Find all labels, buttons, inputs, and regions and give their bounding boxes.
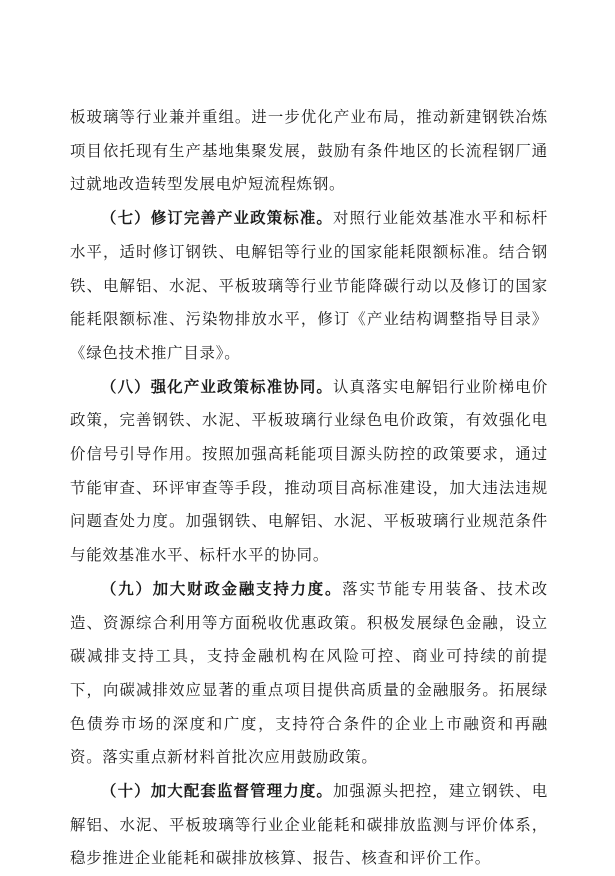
section-heading: （九）加大财政金融支持力度。 xyxy=(101,579,343,598)
paragraph-text: 板玻璃等行业兼并重组。进一步优化产业布局，推动新建钢铁冶炼项目依托现有生产基地集聚发展，鼓励有条件地区的长流程钢厂通过就地改造转型发展电炉短流程炼钢。 xyxy=(70,108,548,194)
paragraph-text: 对照行业能效基准水平和标杆水平，适时修订钢铁、电解铝等行业的国家能耗限额标准。结合钢铁、电解铝、水泥、平板玻璃等行业节能降碳行动以及修订的国家能耗限额标准、污染物排放水平，修订《产业结构调整指导目录》《绿色技术推广目录》。 xyxy=(70,209,549,362)
paragraph-continuation xyxy=(70,101,548,202)
paragraph-text: 加强源头把控，建立钢铁、电解铝、水泥、平板玻璃等行业企业能耗和碳排放监测与评价体系，稳步推进企业能耗和碳排放核算、报告、核查和评价工作。 xyxy=(70,782,549,868)
section-heading: （八）强化产业政策标准协同。 xyxy=(101,377,333,396)
paragraph-text: 落实节能专用装备、技术改造、资源综合利用等方面税收优惠政策。积极发展绿色金融，设立碳减排支持工具，支持金融机构在风险可控、商业可持续的前提下，向碳减排效应显著的重点项目提供高质量的金融服务。拓展绿色债券市场的深度和广度，支持符合条件的企业上市融资和再融资。落实重点新材料首批次应用鼓励政策。 xyxy=(70,579,548,767)
paragraph-text: 认真落实电解铝行业阶梯电价政策，完善钢铁、水泥、平板玻璃行业绿色电价政策，有效强化电价信号引导作用。按照加强高耗能项目源头防控的政策要求，通过节能审查、环评审查等手段，推动项目高标准建设，加大违法违规问题查处力度。加强钢铁、电解铝、水泥、平板玻璃行业规范条件与能效基准水平、标杆水平的协同。 xyxy=(70,377,549,565)
paragraph-section-9 xyxy=(70,573,548,775)
paragraph-section-8 xyxy=(70,371,548,573)
section-heading: （七）修订完善产业政策标准。 xyxy=(101,209,333,228)
paragraph-section-7 xyxy=(70,202,548,371)
paragraph-section-10 xyxy=(70,775,548,876)
document-body xyxy=(70,101,548,876)
section-heading: （十）加大配套监督管理力度。 xyxy=(101,782,333,801)
